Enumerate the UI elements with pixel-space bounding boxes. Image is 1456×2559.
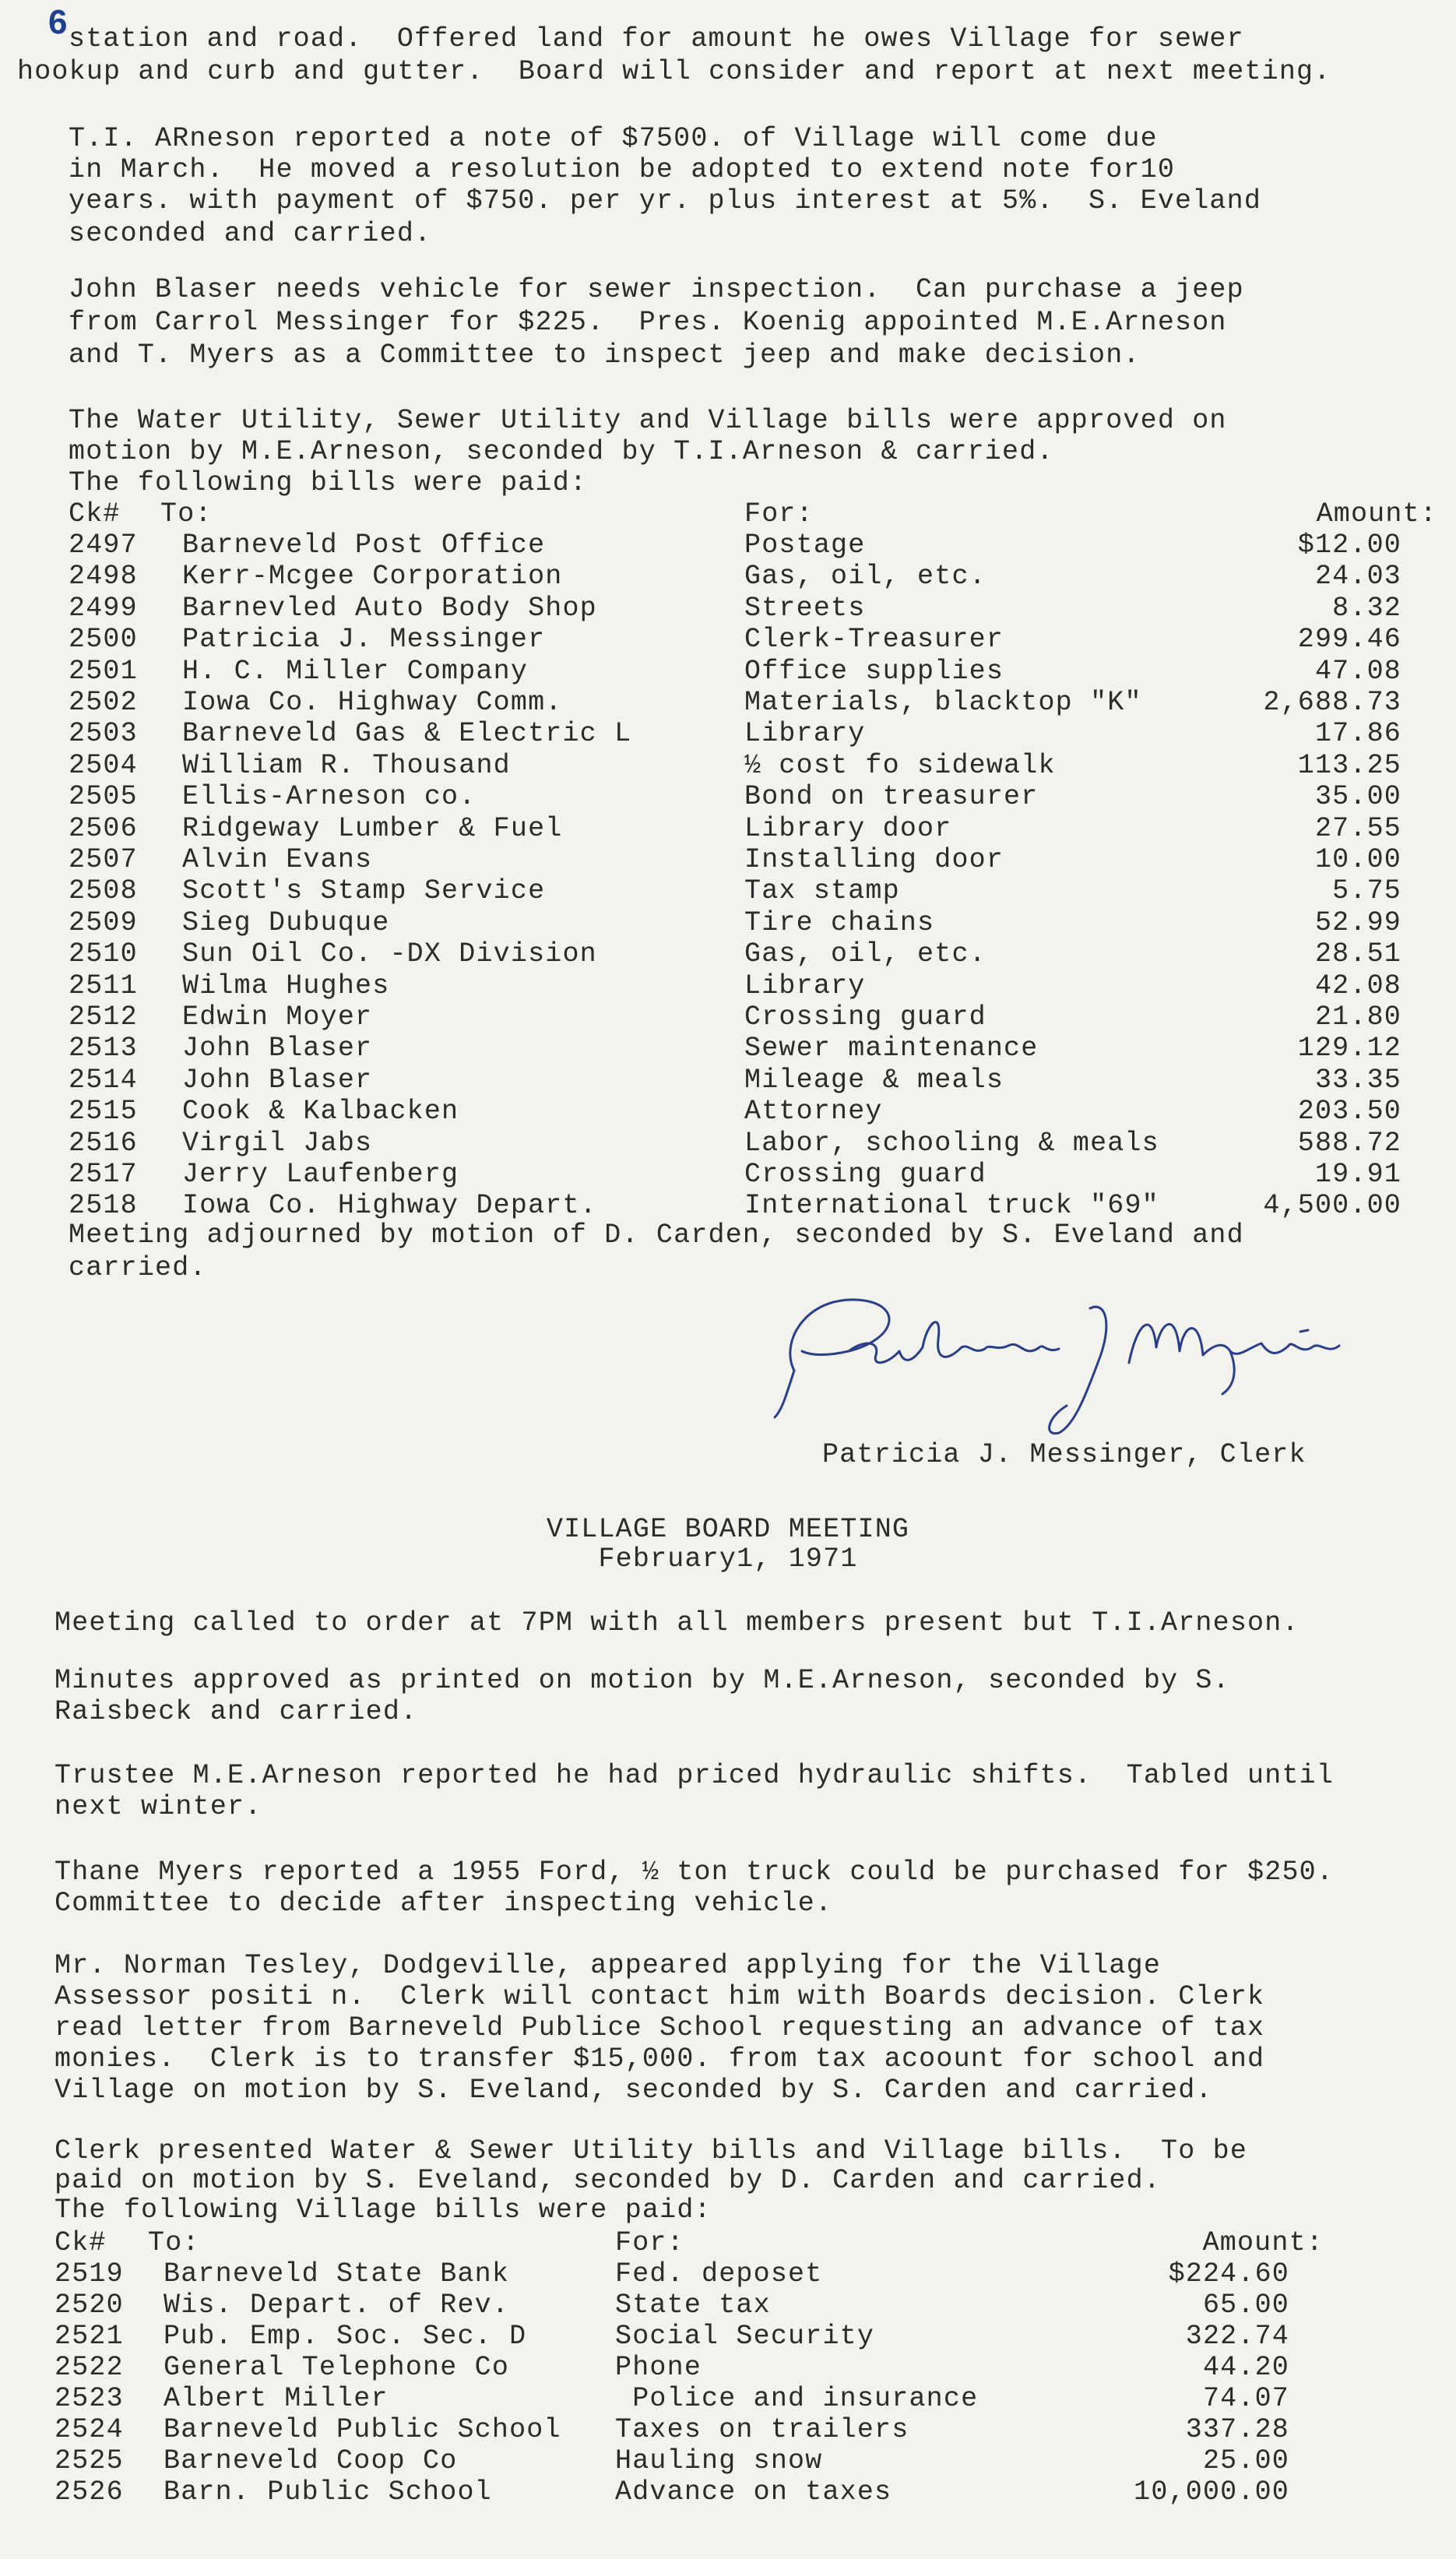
bill-amount: 21.80 <box>1314 1001 1401 1033</box>
bill-purpose: Gas, oil, etc. <box>744 938 986 970</box>
bill-purpose: Streets <box>744 592 866 624</box>
bill-amount: 35.00 <box>1314 781 1401 813</box>
bill-purpose: Library <box>744 970 866 1001</box>
bill-payee: Barneveld State Bank <box>164 2258 510 2290</box>
bill-payee: Scott's Stamp Service <box>182 875 546 907</box>
bill-amount: 17.86 <box>1314 718 1401 750</box>
bill-amount: 113.25 <box>1297 749 1401 781</box>
bill-purpose: Police and insurance <box>615 2383 979 2414</box>
bill-purpose: Advance on taxes <box>615 2476 892 2508</box>
s2-p6-line2: paid on motion by S. Eveland, seconded by D. Carden and carried. <box>55 2165 1162 2196</box>
bill-check-number: 2513 <box>69 1033 138 1065</box>
bill-purpose: ½ cost fo sidewalk <box>744 749 1056 781</box>
bill-check-number: 2503 <box>69 718 138 750</box>
bill-amount: 2,688.73 <box>1263 687 1401 718</box>
bill-check-number: 2506 <box>69 812 138 844</box>
bill-amount: 8.32 <box>1332 592 1401 624</box>
bill-amount: $12.00 <box>1297 530 1401 561</box>
s2-p5-line2: Assessor positi n. Clerk will contact him with Boards decision. Clerk <box>55 1981 1265 2012</box>
bill-amount: 322.74 <box>1185 2321 1289 2352</box>
bill-amount: 44.20 <box>1202 2352 1289 2383</box>
bill-purpose: Installing door <box>744 844 1004 875</box>
s1-p3-line1: John Blaser needs vehicle for sewer inspection. Can purchase a jeep <box>69 274 1244 305</box>
bill-purpose: Materials, blacktop "K" <box>744 687 1142 718</box>
s2-header-to: To: <box>148 2227 200 2258</box>
bill-check-number: 2507 <box>69 844 138 875</box>
s2-p6-line1: Clerk presented Water & Sewer Utility bills and Village bills. To be <box>55 2135 1248 2167</box>
bill-payee: Barneveld Public School <box>164 2414 561 2445</box>
s1-header-to: To: <box>160 498 213 530</box>
s1-header-amount: Amount: <box>1316 498 1437 530</box>
bill-payee: Ridgeway Lumber & Fuel <box>182 812 563 844</box>
bill-amount: 25.00 <box>1202 2445 1289 2476</box>
bill-payee: General Telephone Co <box>164 2352 510 2383</box>
bill-check-number: 2514 <box>69 1064 138 1096</box>
bill-check-number: 2524 <box>55 2414 124 2445</box>
s2-p3-line2: next winter. <box>55 1791 262 1822</box>
s2-p5-line1: Mr. Norman Tesley, Dodgeville, appeared applying for the Village <box>55 1950 1162 1981</box>
s2-header-ck: Ck# <box>55 2227 107 2258</box>
bill-payee: Barneveld Gas & Electric L <box>182 718 632 750</box>
bill-purpose: International truck "69" <box>744 1190 1159 1222</box>
s1-p5-line1: Meeting adjourned by motion of D. Carden, seconded by S. Eveland and <box>69 1220 1244 1251</box>
s2-p5-line3: read letter from Barneveld Publice School requesting an advance of tax <box>55 2012 1265 2043</box>
bill-amount: 337.28 <box>1185 2414 1289 2445</box>
bill-check-number: 2497 <box>69 530 138 561</box>
bill-amount: 52.99 <box>1314 906 1401 938</box>
bill-amount: 28.51 <box>1314 938 1401 970</box>
bill-payee: John Blaser <box>182 1033 373 1065</box>
bill-purpose: Fed. deposet <box>615 2258 823 2290</box>
bill-check-number: 2504 <box>69 749 138 781</box>
bill-purpose: Library <box>744 718 866 750</box>
bill-check-number: 2511 <box>69 970 138 1001</box>
s1-p4-line1: The Water Utility, Sewer Utility and Village bills were approved on <box>69 405 1227 436</box>
bill-payee: Sieg Dubuque <box>182 906 390 938</box>
s1-p3-line2: from Carrol Messinger for $225. Pres. Koenig appointed M.E.Arneson <box>69 307 1227 338</box>
bill-payee: Pub. Emp. Soc. Sec. D <box>164 2321 527 2352</box>
bill-check-number: 2526 <box>55 2476 124 2508</box>
bill-check-number: 2500 <box>69 624 138 656</box>
s2-p6-line3: The following Village bills were paid: <box>55 2195 712 2226</box>
bill-payee: Iowa Co. Highway Depart. <box>182 1190 597 1222</box>
s1-header-for: For: <box>744 498 814 530</box>
bill-purpose: Tire chains <box>744 906 935 938</box>
bill-amount: 4,500.00 <box>1263 1190 1401 1222</box>
bill-check-number: 2512 <box>69 1001 138 1033</box>
bill-amount: 24.03 <box>1314 561 1401 593</box>
bill-amount: 129.12 <box>1297 1033 1401 1065</box>
bill-purpose: Crossing guard <box>744 1001 986 1033</box>
bill-purpose: Bond on treasurer <box>744 781 1039 813</box>
bill-payee: Albert Miller <box>164 2383 389 2414</box>
bill-payee: Jerry Laufenberg <box>182 1159 459 1190</box>
s2-p4-line2: Committee to decide after inspecting vehicle. <box>55 1888 833 1919</box>
bill-payee: Barneveld Coop Co <box>164 2445 458 2476</box>
s1-p5-line2: carried. <box>69 1252 207 1283</box>
bill-purpose: Social Security <box>615 2321 875 2352</box>
bill-check-number: 2521 <box>55 2321 124 2352</box>
bill-purpose: Postage <box>744 530 866 561</box>
bill-check-number: 2510 <box>69 938 138 970</box>
bill-payee: William R. Thousand <box>182 749 511 781</box>
bill-purpose: Phone <box>615 2352 702 2383</box>
s1-p4-line2: motion by M.E.Arneson, seconded by T.I.Arneson & carried. <box>69 436 1054 467</box>
bill-check-number: 2505 <box>69 781 138 813</box>
bill-payee: Alvin Evans <box>182 844 373 875</box>
bill-payee: John Blaser <box>182 1064 373 1096</box>
bill-purpose: Gas, oil, etc. <box>744 561 986 593</box>
bill-amount: 588.72 <box>1297 1127 1401 1159</box>
s1-p2-line4: seconded and carried. <box>69 218 432 249</box>
bill-purpose: Taxes on trailers <box>615 2414 909 2445</box>
handwritten-signature <box>763 1277 1370 1448</box>
bill-purpose: Hauling snow <box>615 2445 823 2476</box>
bill-payee: Iowa Co. Highway Comm. <box>182 687 563 718</box>
bill-check-number: 2501 <box>69 655 138 687</box>
bill-payee: Edwin Moyer <box>182 1001 373 1033</box>
bill-purpose: Attorney <box>744 1096 883 1128</box>
bill-purpose: Office supplies <box>744 655 1004 687</box>
bill-check-number: 2520 <box>55 2290 124 2321</box>
bill-check-number: 2522 <box>55 2352 124 2383</box>
bill-check-number: 2517 <box>69 1159 138 1190</box>
s2-p2-line1: Minutes approved as printed on motion by M.E.Arneson, seconded by S. <box>55 1665 1230 1696</box>
bill-check-number: 2519 <box>55 2258 124 2290</box>
s2-p4-line1: Thane Myers reported a 1955 Ford, ½ ton truck could be purchased for $250. <box>55 1857 1335 1888</box>
meeting-date: February1, 1971 <box>598 1543 858 1575</box>
bill-amount: 10.00 <box>1314 844 1401 875</box>
bill-purpose: State tax <box>615 2290 771 2321</box>
s1-p4-line3: The following bills were paid: <box>69 467 588 498</box>
s1-p2-line2: in March. He moved a resolution be adopted to extend note for10 <box>69 154 1176 185</box>
bill-amount: 10,000.00 <box>1134 2476 1289 2508</box>
bill-purpose: Tax stamp <box>744 875 900 907</box>
bill-purpose: Sewer maintenance <box>744 1033 1039 1065</box>
s2-p1-line1: Meeting called to order at 7PM with all members present but T.I.Arneson. <box>55 1607 1299 1639</box>
bill-check-number: 2525 <box>55 2445 124 2476</box>
s2-p2-line2: Raisbeck and carried. <box>55 1696 418 1727</box>
s2-header-amount: Amount: <box>1202 2227 1324 2258</box>
s1-p2-line3: years. with payment of $750. per yr. plus interest at 5%. S. Eveland <box>69 185 1262 216</box>
signature-name: Patricia J. Messinger, Clerk <box>822 1439 1307 1470</box>
bill-check-number: 2518 <box>69 1190 138 1222</box>
bill-amount: 42.08 <box>1314 970 1401 1001</box>
s2-p3-line1: Trustee M.E.Arneson reported he had priced hydraulic shifts. Tabled until <box>55 1760 1335 1791</box>
bill-payee: Sun Oil Co. -DX Division <box>182 938 597 970</box>
s2-p5-line5: Village on motion by S. Eveland, seconded by S. Carden and carried. <box>55 2075 1213 2106</box>
bill-purpose: Library door <box>744 812 952 844</box>
bill-payee: Patricia J. Messinger <box>182 624 546 656</box>
bill-purpose: Clerk-Treasurer <box>744 624 1004 656</box>
s2-p5-line4: monies. Clerk is to transfer $15,000. from tax acoount for school and <box>55 2043 1265 2075</box>
bill-payee: Ellis-Arneson co. <box>182 781 477 813</box>
bill-amount: 19.91 <box>1314 1159 1401 1190</box>
bill-payee: Cook & Kalbacken <box>182 1096 459 1128</box>
bill-amount: 299.46 <box>1297 624 1401 656</box>
bill-check-number: 2509 <box>69 906 138 938</box>
bill-payee: Virgil Jabs <box>182 1127 373 1159</box>
bill-payee: Wis. Depart. of Rev. <box>164 2290 510 2321</box>
bill-check-number: 2516 <box>69 1127 138 1159</box>
bill-amount: 65.00 <box>1202 2290 1289 2321</box>
bill-amount: 27.55 <box>1314 812 1401 844</box>
bill-amount: $224.60 <box>1168 2258 1289 2290</box>
s2-header-for: For: <box>615 2227 684 2258</box>
bill-check-number: 2499 <box>69 592 138 624</box>
bill-purpose: Mileage & meals <box>744 1064 1004 1096</box>
bill-payee: Barneveld Post Office <box>182 530 546 561</box>
s1-p3-line3: and T. Myers as a Committee to inspect jeep and make decision. <box>69 340 1141 371</box>
meeting-title: VILLAGE BOARD MEETING <box>546 1514 910 1545</box>
page-number: 6 <box>48 3 68 41</box>
s1-p1-line1: station and road. Offered land for amount he owes Village for sewer <box>69 23 1244 55</box>
bill-amount: 203.50 <box>1297 1096 1401 1128</box>
bill-check-number: 2523 <box>55 2383 124 2414</box>
bill-payee: Wilma Hughes <box>182 970 390 1001</box>
bill-amount: 5.75 <box>1332 875 1401 907</box>
s1-p1-line2: hookup and curb and gutter. Board will consider and report at next meeting. <box>17 56 1331 87</box>
bill-payee: Kerr-Mcgee Corporation <box>182 561 563 593</box>
s1-header-ck: Ck# <box>69 498 121 530</box>
bill-purpose: Crossing guard <box>744 1159 986 1190</box>
bill-amount: 74.07 <box>1202 2383 1289 2414</box>
bill-amount: 33.35 <box>1314 1064 1401 1096</box>
bill-check-number: 2498 <box>69 561 138 593</box>
bill-payee: Barnevled Auto Body Shop <box>182 592 597 624</box>
bill-check-number: 2515 <box>69 1096 138 1128</box>
s1-p2-line1: T.I. ARneson reported a note of $7500. of Village will come due <box>69 123 1158 154</box>
bill-check-number: 2502 <box>69 687 138 718</box>
bill-amount: 47.08 <box>1314 655 1401 687</box>
bill-payee: Barn. Public School <box>164 2476 492 2508</box>
bill-purpose: Labor, schooling & meals <box>744 1127 1159 1159</box>
bill-payee: H. C. Miller Company <box>182 655 529 687</box>
bill-check-number: 2508 <box>69 875 138 907</box>
